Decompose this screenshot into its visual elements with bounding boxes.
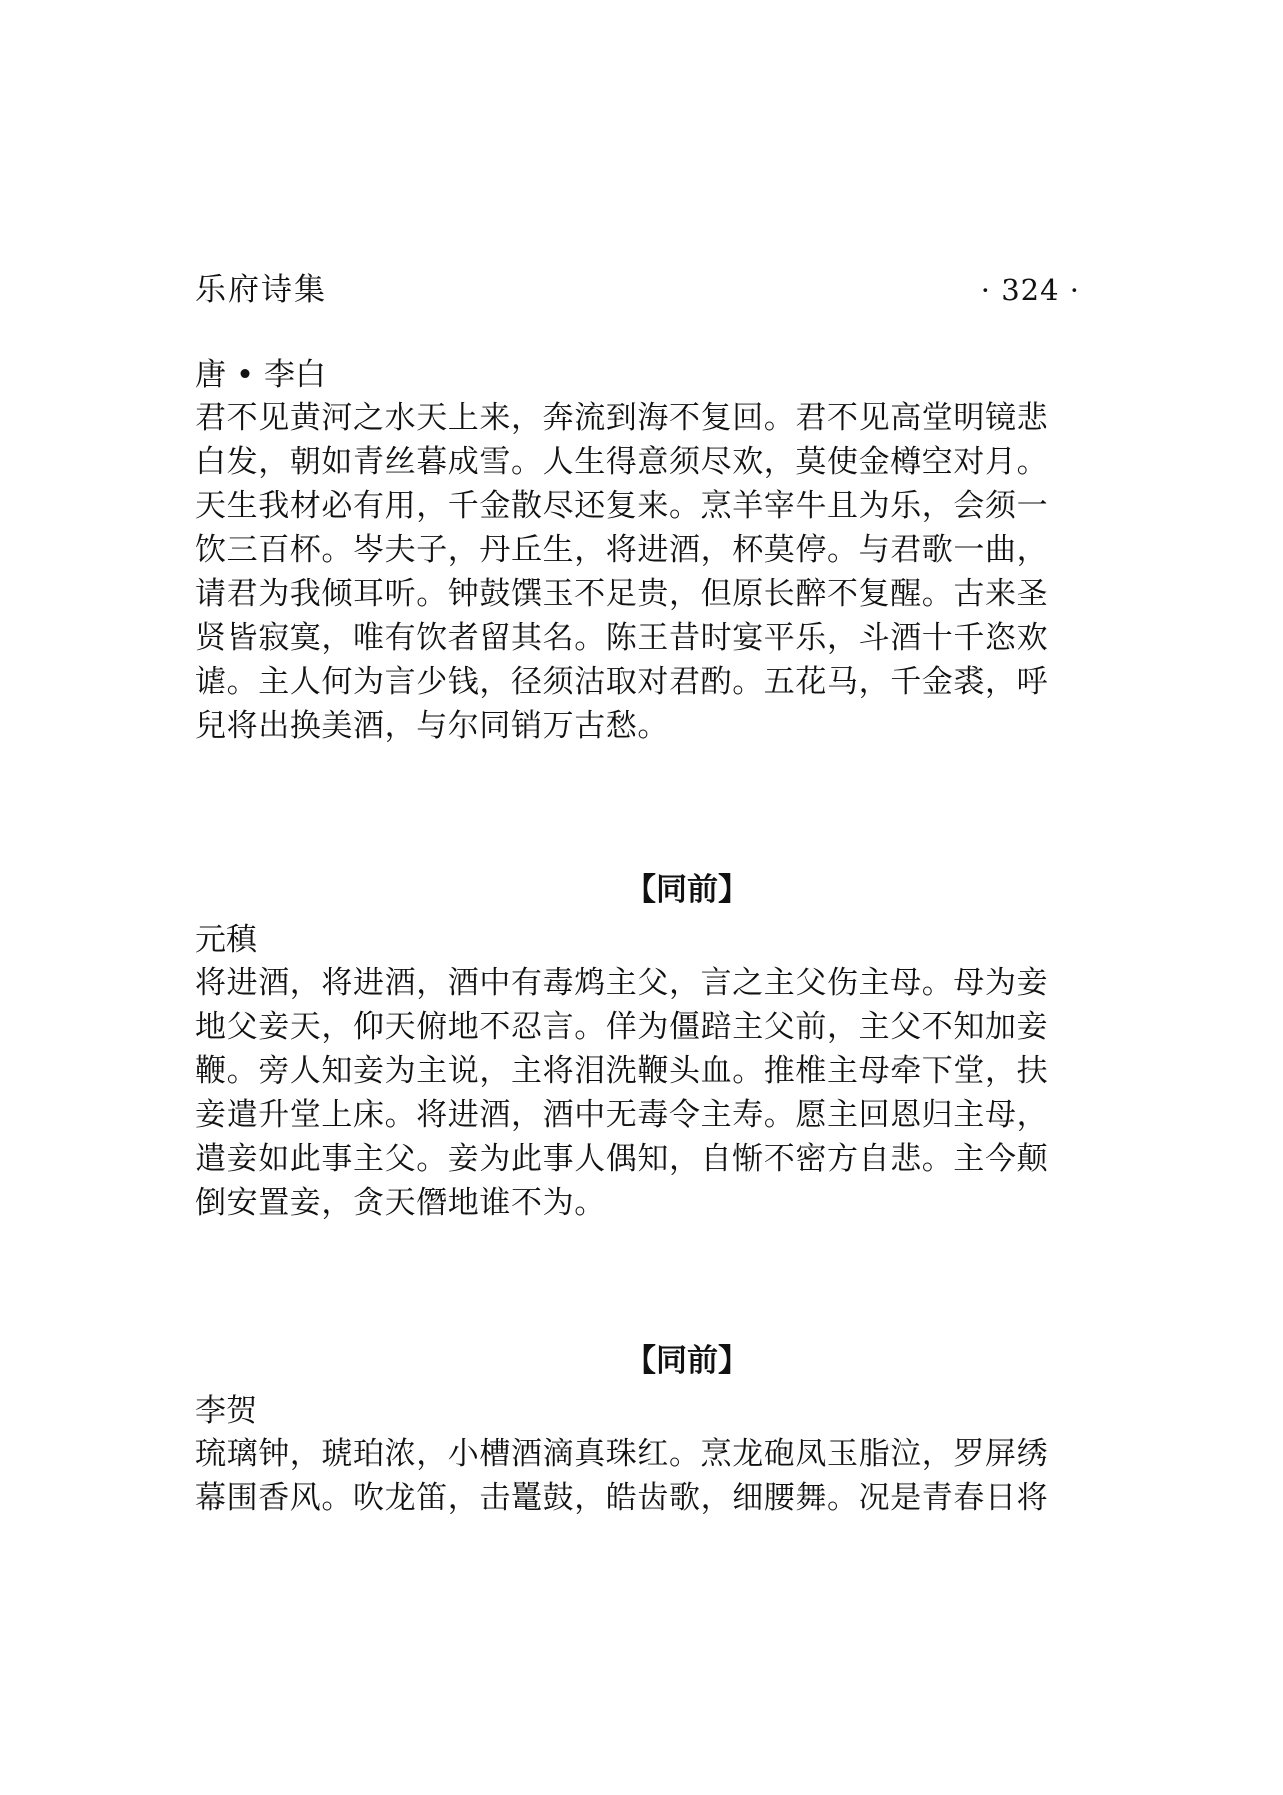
poem-line: 幕围香风。吹龙笛，击鼍鼓，皓齿歌，细腰舞。况是青春日将 bbox=[195, 1480, 1049, 1516]
poem-body bbox=[195, 961, 1083, 1225]
poem-author: 唐 • 李白 bbox=[195, 357, 326, 393]
poem-author: 元稹 bbox=[195, 922, 257, 958]
poem-line: 饮三百杯。岑夫子，丹丘生，将进酒，杯莫停。与君歌一曲， bbox=[195, 532, 1049, 568]
poem-author: 李贺 bbox=[195, 1393, 257, 1429]
poem-line: 地父妾天，仰天俯地不忍言。佯为僵踣主父前，主父不知加妾 bbox=[195, 1009, 1049, 1045]
poem-line: 鞭。旁人知妾为主说，主将泪洗鞭头血。推椎主母牵下堂，扶 bbox=[195, 1053, 1049, 1089]
poem-line: 天生我材必有用，千金散尽还复来。烹羊宰牛且为乐，会须一 bbox=[195, 488, 1049, 524]
page-number: · 324 · bbox=[980, 273, 1080, 307]
poem-body bbox=[195, 396, 1083, 748]
poem-line: 兒将出换美酒，与尔同销万古愁。 bbox=[195, 708, 669, 744]
book-title: 乐府诗集 bbox=[195, 272, 327, 308]
poem-line: 遣妾如此事主父。妾为此事人偶知，自惭不密方自悲。主今颠 bbox=[195, 1141, 1049, 1177]
poem-line: 谑。主人何为言少钱，径须沽取对君酌。五花马，千金裘，呼 bbox=[195, 664, 1049, 700]
poem-section-yuan-zhen bbox=[195, 869, 1083, 1225]
poem-line: 贤皆寂寞，唯有饮者留其名。陈王昔时宴平乐，斗酒十千恣欢 bbox=[195, 620, 1049, 656]
section-heading: 【同前】 bbox=[625, 872, 749, 908]
poem-line: 琉璃钟，琥珀浓，小槽酒滴真珠红。烹龙砲凤玉脂泣，罗屏绣 bbox=[195, 1436, 1049, 1472]
poem-body bbox=[195, 1432, 1083, 1520]
poem-line: 君不见黄河之水天上来，奔流到海不复回。君不见高堂明镜悲 bbox=[195, 400, 1049, 436]
poem-line: 请君为我倾耳听。钟鼓馔玉不足贵，但原长醉不复醒。古来圣 bbox=[195, 576, 1049, 612]
page-header bbox=[195, 268, 1080, 312]
poem-line: 倒安置妾，贪天僭地谁不为。 bbox=[195, 1185, 606, 1221]
section-heading: 【同前】 bbox=[625, 1343, 749, 1379]
poem-line: 将进酒，将进酒，酒中有毒鸩主父，言之主父伤主母。母为妾 bbox=[195, 965, 1049, 1001]
poem-line: 妾遣升堂上床。将进酒，酒中无毒令主寿。愿主回恩归主母， bbox=[195, 1097, 1049, 1133]
poem-section-li-he bbox=[195, 1340, 1083, 1520]
poem-section-li-bai bbox=[195, 354, 1083, 748]
poem-line: 白发，朝如青丝暮成雪。人生得意须尽欢，莫使金樽空对月。 bbox=[195, 444, 1049, 480]
